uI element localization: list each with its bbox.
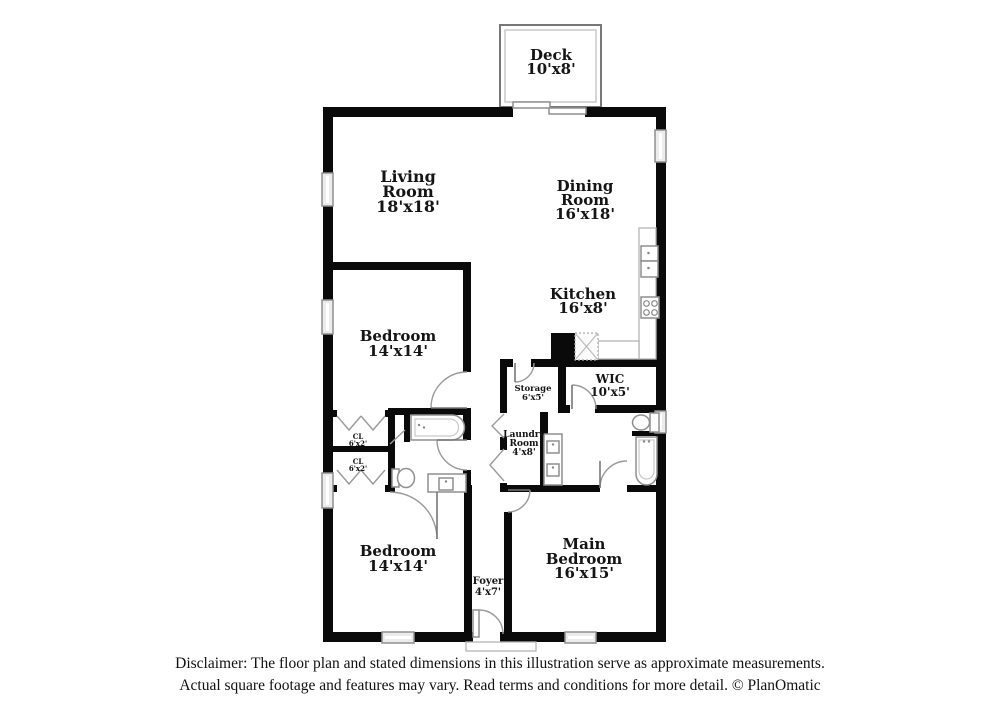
closet-upper-dims: 6'x2' [348,439,368,448]
kitchen-counter [598,341,639,359]
bathtub-icon [636,437,657,485]
disclaimer [175,655,825,694]
living-room-dims: 18'x18' [376,197,440,216]
toilet-icon [633,413,660,432]
living-room-label: Living [380,167,436,186]
kitchen-label: Kitchen [549,285,617,303]
deck-label: Deck [529,46,573,64]
bedroom-lower-dims: 14'x14' [368,557,428,575]
kitchen-sink-icon [641,246,658,277]
wic-label: WIC [595,372,625,386]
wall-segment [464,485,472,642]
dining-room-label: Room [560,191,610,209]
laundry-room-label: Laundry [503,430,545,440]
window [655,130,666,162]
hall-bathroom-door [437,440,467,470]
kitchen-dims: 16'x8' [558,299,608,317]
wall-segment [463,262,471,372]
room-labels [349,46,630,598]
bedroom-middle-dims: 14'x14' [368,342,428,360]
hatched-equipment-box-icon [575,333,598,360]
bathtub-icon [411,415,465,440]
window [382,632,414,643]
wall-segment [385,485,391,492]
wall-segment [388,408,470,415]
living-room-label: Room [382,182,434,201]
wall-segment [627,485,666,492]
storage-dims: 6'x5' [521,393,545,403]
dining-room-dims: 16'x18' [555,205,615,223]
stove-icon [641,297,659,318]
main-bedroom-door [508,490,530,512]
window [322,473,333,508]
laundry-bifold-door-lower [490,449,504,481]
laundry-room-label: Room [509,439,539,449]
front-stoop [466,642,536,651]
window [322,300,333,334]
main-bathroom-fixtures [544,413,659,485]
wall-segment [558,359,566,412]
main-bedroom-label: Main [562,535,606,553]
linen-closet-wall [404,415,410,442]
toilet-icon [392,469,415,488]
wall-segment [500,483,507,492]
disclaimer-line-1: Disclaimer: The floor plan and stated dimensions in this illustration serve as approximate measurements. [175,655,825,672]
hall-bathroom-fixtures [390,415,466,492]
main-bathroom-door [600,461,627,488]
wall-segment [330,410,337,417]
wall-segment [504,512,512,642]
vanity-sink-icon [428,474,466,492]
storage-label: Storage [514,384,552,394]
disclaimer-line-2: Actual square footage and features may vary. Read terms and conditions for more detail. © PlanOmatic [179,677,821,694]
closet-lower-dims: 6'x2' [348,464,368,473]
bedroom-lower-door [390,492,437,539]
closet-upper-label: CL [352,432,364,441]
wall-segment [558,405,570,413]
wall-segment [585,107,666,117]
laundry-bifold-door-upper [492,414,504,438]
foyer-label: Foyer [472,576,504,587]
window [565,632,596,643]
wall-segment [330,262,470,270]
utility-block [551,333,575,360]
bedroom-middle-label: Bedroom [359,327,437,345]
window [322,173,333,206]
foyer-dims: 4'x7' [474,587,502,598]
double-vanity-sink-icon [544,434,562,485]
bedroom-lower-label: Bedroom [359,542,437,560]
wic-dims: 10'x5' [590,385,630,399]
closet-upper-bifold-door [337,416,385,430]
wall-segment [656,107,666,642]
front-door [466,610,536,651]
wall-segment [500,485,600,492]
closet-lower-label: CL [352,457,364,466]
dining-room-label: Dining [556,177,614,195]
main-bedroom-label: Bedroom [545,550,623,568]
bedroom-middle-door [431,372,467,408]
main-bedroom-dims: 16'x15' [554,564,614,582]
wall-segment [500,359,507,413]
wall-segment [531,359,666,367]
wall-segment [323,107,513,117]
laundry-room-dims: 4'x8' [512,448,536,458]
deck-dims: 10'x8' [526,60,576,78]
